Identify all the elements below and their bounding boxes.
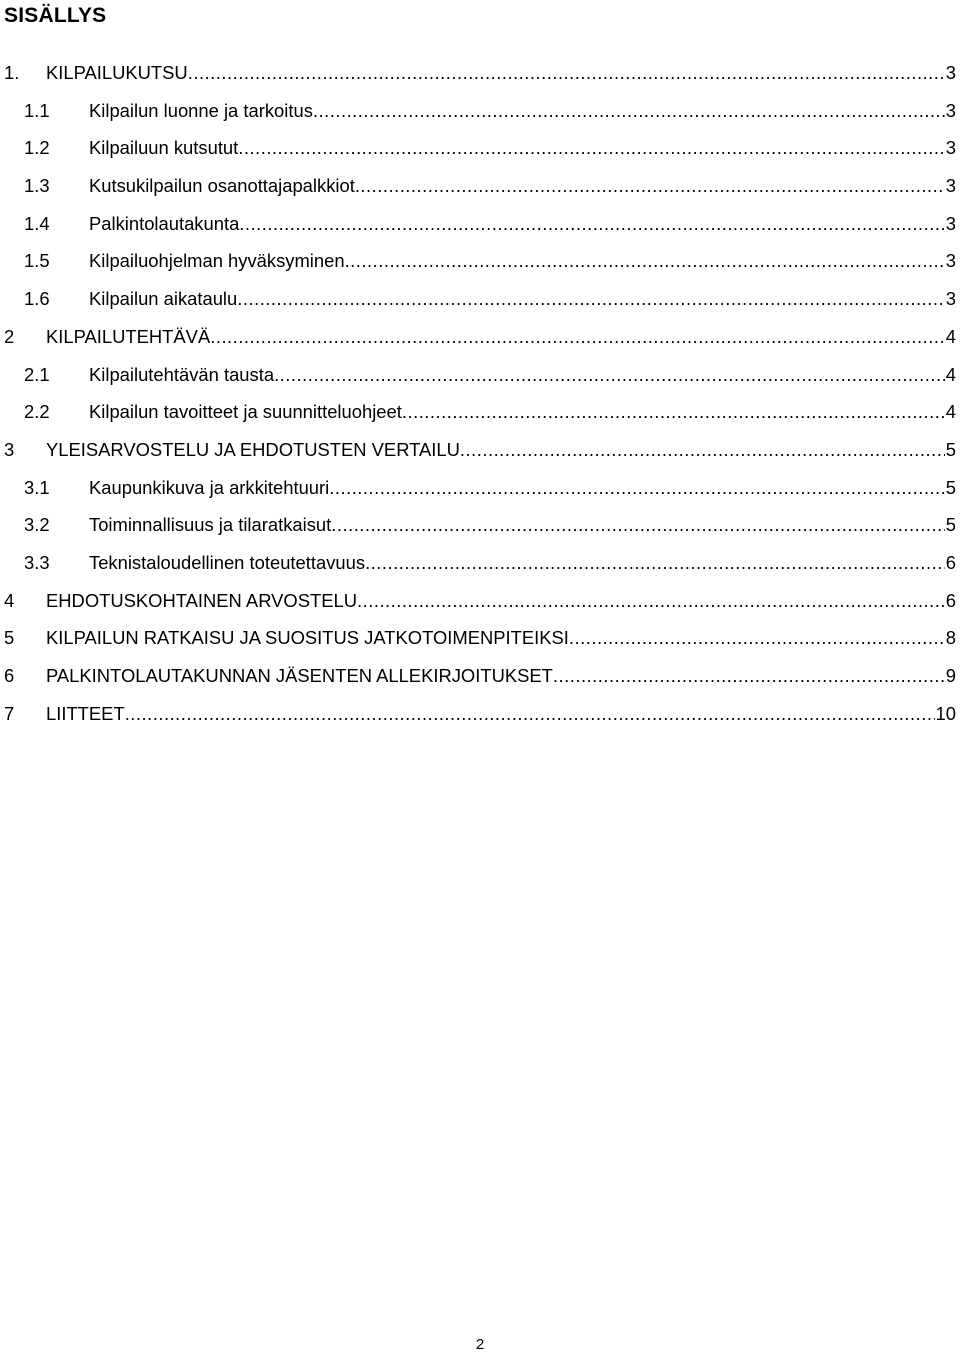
toc-entry-number: 3.3: [24, 551, 50, 573]
toc-entry-number: 6: [4, 665, 15, 686]
toc-entry-page: 3: [945, 288, 956, 310]
toc-entry-number: 1.: [4, 62, 20, 83]
toc-entry-page: 3: [945, 99, 956, 121]
toc-entry[interactable]: [0, 205, 960, 243]
toc-entry-page: 9: [945, 665, 956, 686]
toc-entry-title: KILPAILUTEHTÄVÄ: [46, 325, 211, 347]
dot-leader: [125, 695, 935, 733]
toc-entry[interactable]: [0, 393, 960, 431]
toc-entry[interactable]: [0, 356, 960, 394]
toc-entry-title: Kilpailun aikataulu: [89, 288, 238, 310]
toc-entry-title: Teknistaloudellinen toteutettavuus: [89, 551, 366, 573]
toc-entry-title: Kutsukilpailun osanottajapalkkiot: [89, 175, 355, 197]
toc-entry-page: 4: [945, 325, 956, 347]
toc-entry[interactable]: [0, 318, 960, 356]
toc-entry-title: Kilpailun tavoitteet ja suunnitteluohjeet: [89, 401, 402, 423]
dot-leader: [188, 54, 945, 92]
toc-entry-number: 5: [4, 627, 15, 649]
dot-leader: [274, 356, 945, 394]
dot-leader: [329, 469, 945, 507]
toc-entry-title: KILPAILUN RATKAISU JA SUOSITUS JATKOTOIMENPITEIKSI: [46, 627, 569, 649]
dot-leader: [345, 242, 945, 280]
toc-entry-title: LIITTEET: [46, 702, 125, 724]
toc-entry-title: Kilpailutehtävän tausta: [89, 363, 275, 385]
toc-entry-page: 5: [945, 476, 956, 498]
toc-entry[interactable]: [0, 280, 960, 318]
dot-leader: [460, 431, 945, 469]
toc-entry-title: Kilpailun luonne ja tarkoitus: [89, 99, 313, 121]
toc-entry-number: 7: [4, 702, 15, 724]
toc-entry[interactable]: [0, 431, 960, 469]
page-title: SISÄLLYS: [4, 4, 107, 27]
toc-entry-page: 5: [945, 438, 956, 460]
toc-entry-title: Kilpailuun kutsutut: [89, 137, 239, 159]
toc-entry-number: 1.2: [24, 137, 50, 159]
toc-entry-title: YLEISARVOSTELU JA EHDOTUSTEN VERTAILU: [46, 438, 460, 460]
toc-entry[interactable]: [0, 695, 960, 733]
toc-entry-number: 3.1: [24, 476, 50, 498]
page-number: 2: [475, 1336, 485, 1353]
table-of-contents: [0, 54, 960, 732]
toc-entry-number: 1.1: [24, 99, 50, 121]
toc-entry-title: Kaupunkikuva ja arkkitehtuuri: [89, 476, 330, 498]
toc-entry-number: 2: [4, 325, 15, 347]
toc-entry-page: 8: [945, 627, 956, 649]
dot-leader: [237, 280, 945, 318]
dot-leader: [365, 544, 945, 582]
toc-entry-title: Palkintolautakunta: [89, 212, 240, 234]
dot-leader: [239, 205, 944, 243]
toc-entry[interactable]: [0, 544, 960, 582]
toc-entry[interactable]: [0, 129, 960, 167]
toc-entry-number: 2.2: [24, 401, 50, 423]
toc-entry-title: KILPAILUKUTSU: [46, 62, 188, 83]
toc-entry[interactable]: [0, 242, 960, 280]
toc-entry[interactable]: [0, 619, 960, 657]
toc-entry-title: Toiminnallisuus ja tilaratkaisut: [89, 514, 332, 536]
toc-entry-number: 4: [4, 589, 15, 611]
toc-entry-page: 6: [945, 551, 956, 573]
toc-entry-number: 3.2: [24, 514, 50, 536]
dot-leader: [238, 129, 945, 167]
toc-entry-number: 1.3: [24, 175, 50, 197]
toc-entry-page: 10: [935, 702, 956, 724]
toc-entry-page: 5: [945, 514, 956, 536]
dot-leader: [402, 393, 945, 431]
toc-entry-number: 1.6: [24, 288, 50, 310]
toc-entry-page: 3: [945, 212, 956, 234]
toc-entry-page: 3: [945, 175, 956, 197]
toc-entry-number: 3: [4, 438, 15, 460]
toc-entry[interactable]: [0, 54, 960, 92]
toc-entry-page: 3: [945, 62, 956, 83]
toc-entry-title: Kilpailuohjelman hyväksyminen: [89, 250, 345, 272]
toc-entry-title: EHDOTUSKOHTAINEN ARVOSTELU: [46, 589, 357, 611]
toc-entry-page: 3: [945, 137, 956, 159]
toc-entry[interactable]: [0, 582, 960, 620]
toc-entry-number: 2.1: [24, 363, 50, 385]
toc-entry[interactable]: [0, 469, 960, 507]
dot-leader: [355, 167, 945, 205]
toc-entry-page: 3: [945, 250, 956, 272]
dot-leader: [331, 506, 945, 544]
dot-leader: [553, 657, 945, 695]
toc-entry-number: 1.4: [24, 212, 50, 234]
toc-entry[interactable]: [0, 92, 960, 130]
toc-entry-page: 4: [945, 401, 956, 423]
dot-leader: [313, 92, 945, 130]
toc-entry[interactable]: [0, 657, 960, 695]
toc-entry-page: 6: [945, 589, 956, 611]
toc-entry[interactable]: [0, 506, 960, 544]
toc-entry-page: 4: [945, 363, 956, 385]
dot-leader: [569, 619, 945, 657]
toc-entry-title: PALKINTOLAUTAKUNNAN JÄSENTEN ALLEKIRJOITUKSET: [46, 665, 553, 686]
dot-leader: [210, 318, 945, 356]
dot-leader: [357, 582, 945, 620]
toc-entry-number: 1.5: [24, 250, 50, 272]
toc-entry[interactable]: [0, 167, 960, 205]
